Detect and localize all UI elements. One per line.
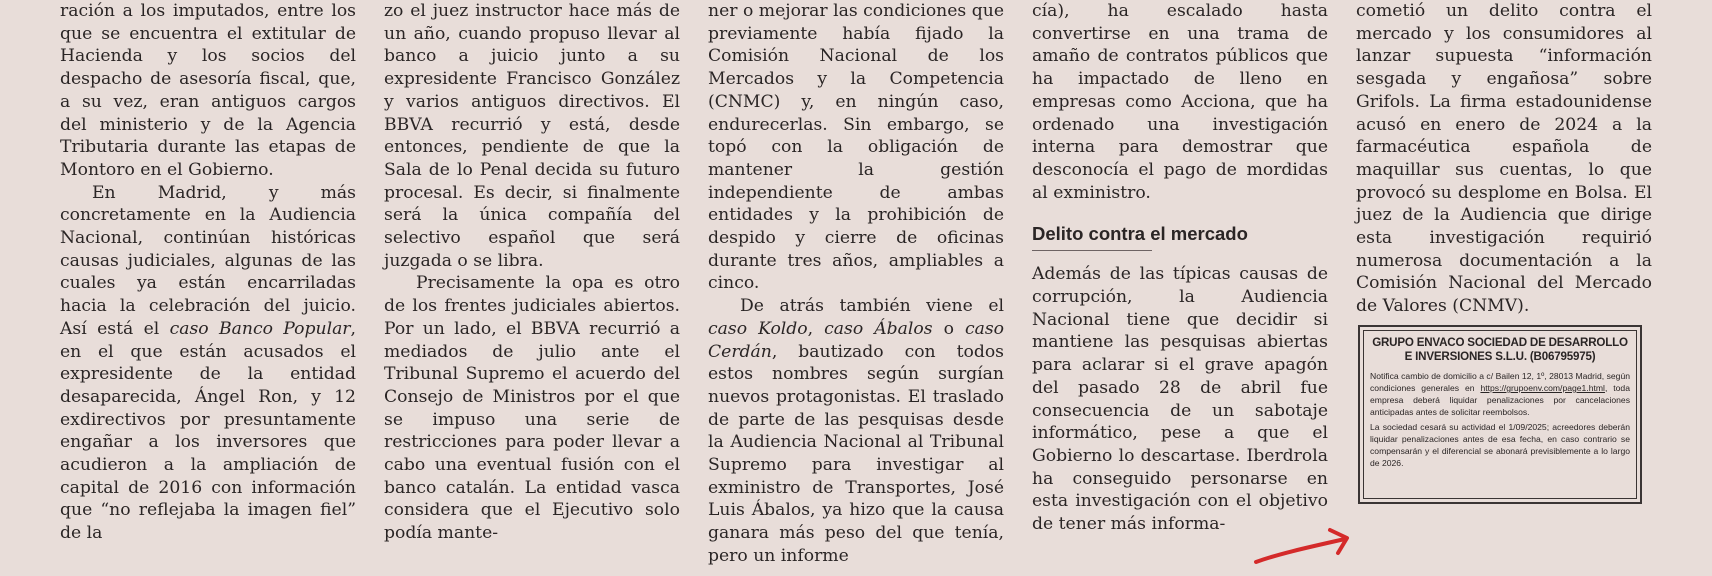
- text-run: ,: [807, 318, 825, 339]
- text-run: , bautizado con todos estos nombres según surgían nuevos protagonistas. El traslado de parte de las pesquisas desde la Audiencia Nacional al Tribunal Supremo para investigar al exministro de Transportes, José Luis Ábalos, ya hizo que la causa ganara más peso del que tenía, pero un informe: [708, 341, 1004, 566]
- paragraph: ración a los imputados, entre los que se encuentra el extitular de Hacienda y los socios del despacho de asesoría fiscal, que, a su vez, eran antiguos cargos del ministerio y de la Agencia Tributaria durante las etapas de Montoro en el Gobierno.: [60, 1, 356, 180]
- text-run: Notifica cambio de domicilio a c/ Bailen 12, 1º, 28013 Madrid, según condiciones generales en: [1370, 371, 1630, 393]
- arrow-stroke: [1256, 539, 1345, 562]
- paragraph: Precisamente la opa es otro de los frentes judiciales abiertos. Por un lado, el BBVA recurrió a mediados de julio ante el Tribunal Supremo el acuerdo del Consejo de Ministros por el que se impuso una serie de restricciones para poder llevar a cabo una eventual fusión con el banco catalán. La entidad vasca considera que el Ejecutivo solo podía mante-: [384, 273, 680, 544]
- text-column-4: [1032, 0, 1328, 536]
- red-arrow-annotation: [1250, 520, 1370, 572]
- case-name-italic: caso Koldo: [708, 318, 808, 339]
- paragraph: [708, 295, 1004, 567]
- notice-title: GRUPO ENVACO SOCIEDAD DE DESARROLLO E INVERSIONES S.L.U. (B06795975): [1372, 336, 1628, 363]
- text-run: En Madrid, y más concretamente en la Audiencia Nacional, continúan históricas causas judiciales, algunas de las cuales ya están encarriladas hacia la celebración del juicio. Así está el: [60, 182, 356, 339]
- legal-notice-inner-frame: [1363, 330, 1637, 499]
- notice-paragraph: [1370, 370, 1630, 418]
- case-name-italic: caso Banco Popular: [169, 318, 351, 339]
- paragraph: Además de las típicas causas de corrupción, la Audiencia Nacional tiene que decidir si mantiene las pesquisas abiertas para aclarar si el grave apagón del pasado 28 de abril fue consecuencia de un sabotaje informático, pese a que el Gobierno lo descartase. Iberdrola ha conseguido personarse en esta investigación con el objetivo de tener más informa-: [1032, 264, 1328, 535]
- text-column-5: [1356, 0, 1652, 318]
- legal-notice-box: [1358, 325, 1642, 504]
- text-run: , toda empresa deberá liquidar penalizaciones por cancelaciones anticipadas antes de solicitar reembolsos.: [1370, 383, 1630, 417]
- text-column-2: [384, 0, 680, 545]
- paragraph: zo el juez instructor hace más de un año, cuando propuso llevar al banco a juicio junto a su expresidente Francisco González y varios antiguos directivos. El BBVA recurrió y está, desde entonces, pendiente de que la Sala de lo Penal decida su futuro procesal. Es decir, si finalmente será la única compañía del selectivo español que será juzgada o se libra.: [384, 1, 680, 271]
- case-name-italic: caso Cerdán: [708, 318, 1004, 362]
- notice-link[interactable]: https://grupoenv.com/page1.html: [1480, 383, 1605, 393]
- paragraph: [60, 182, 356, 545]
- case-name-italic: caso Ábalos: [824, 318, 933, 339]
- text-column-1: [60, 0, 356, 545]
- text-column-3: [708, 0, 1004, 568]
- text-run: o: [932, 318, 965, 339]
- notice-paragraph: La sociedad cesará su actividad el 1/09/2025; acreedores deberán liquidar penalizaciones antes de esa fecha, en caso contrario se compensarán y el diferencial se abonará previsiblemente a lo largo de 2026.: [1370, 422, 1630, 468]
- section-subheading: Delito contra el mercado: [1032, 223, 1248, 245]
- text-run: De atrás también viene el: [740, 296, 1004, 317]
- paragraph: cía), ha escalado hasta convertirse en una trama de amaño de contratos públicos que ha impactado de lleno en empresas como Acciona, que ha ordenado una investigación interna para demostrar que desconocía el pago de mordidas al exministro.: [1032, 1, 1328, 203]
- paragraph: ner o mejorar las condiciones que previamente había fijado la Comisión Nacional de los Mercados y la Competencia (CNMC) y, en ningún caso, endurecerlas. Sin embargo, se topó con la obligación de mantener la gestión independiente de ambas entidades y la prohibición de despido y cierre de oficinas durante tres años, ampliables a cinco.: [708, 1, 1004, 294]
- paragraph: cometió un delito contra el mercado y los consumidores al lanzar supuesta “información sesgada y engañosa” sobre Grifols. La firma estadounidense acusó en enero de 2024 a la farmacéutica española de maquillar sus cuentas, lo que provocó su desplome en Bolsa. El juez de la Audiencia que dirige esta investigación requirió numerosa documentación a la Comisión Nacional del Mercado de Valores (CNMV).: [1356, 1, 1652, 317]
- text-run: , en el que están acusados el expresidente de la entidad desaparecida, Ángel Ron, y 12 exdirectivos por presuntamente engañar a los inversores que acudieron a la ampliación de capital de 2016 con información que “no reflejaba la imagen fiel” de la: [60, 318, 356, 544]
- subheading-rule: [1032, 250, 1152, 251]
